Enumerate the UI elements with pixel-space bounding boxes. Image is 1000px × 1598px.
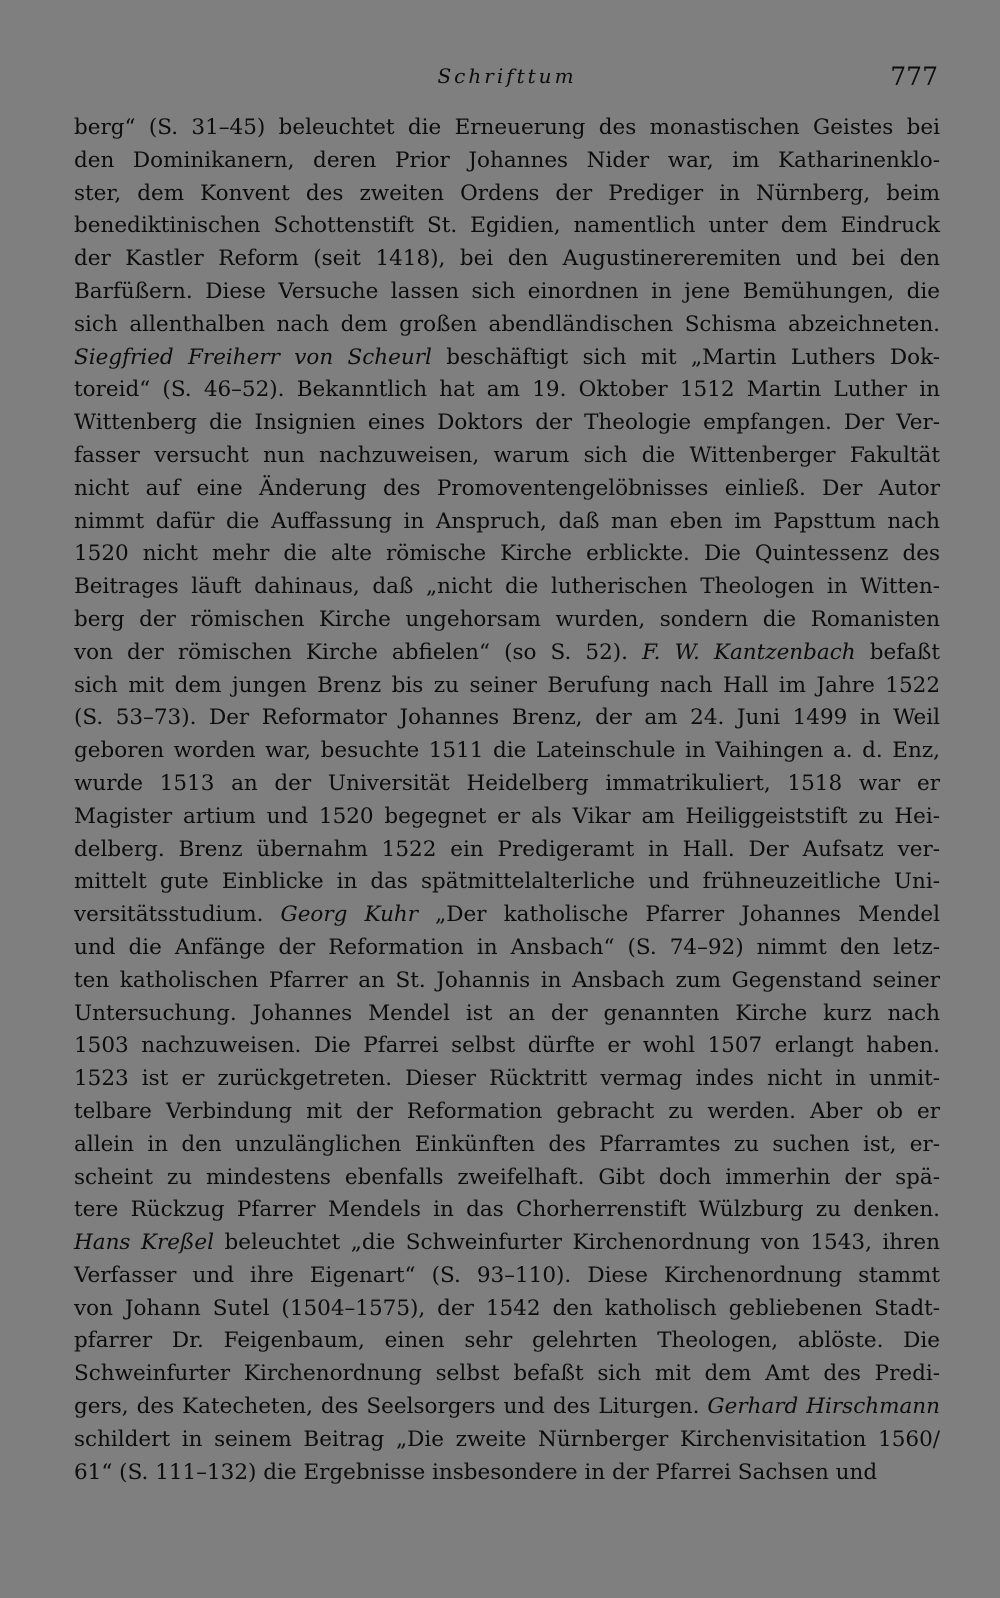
text-run: von der römischen Kirche abfielen“ (so S. 52).	[74, 639, 643, 665]
text-line: nicht auf eine Änderung des Promoventengelöbnisses einließ. Der Autor	[74, 475, 940, 501]
author-name: Georg Kuhr	[280, 902, 419, 928]
text-run: gers, des Katecheten, des Seelsorgers und des Liturgen.	[74, 1394, 708, 1420]
text-line: Schweinfurter Kirchenordnung selbst befaßt sich mit dem Amt des Predi-	[74, 1361, 940, 1387]
body-text	[74, 112, 940, 1489]
text-line: pfarrer Dr. Feigenbaum, einen sehr gelehrten Theologen, ablöste. Die	[74, 1328, 940, 1354]
text-line: und die Anfänge der Reformation in Ansbach“ (S. 74–92) nimmt den letz-	[74, 934, 940, 960]
page-number: 777	[890, 62, 938, 91]
text-line	[74, 342, 940, 375]
text-run: versitätsstudium.	[74, 902, 281, 928]
text-line: wurde 1513 an der Universität Heidelberg immatrikuliert, 1518 war er	[74, 770, 940, 796]
text-line: sich allenthalben nach dem großen abendländischen Schisma abzeichneten.	[74, 311, 940, 337]
author-name: Hans Kreßel	[74, 1230, 214, 1256]
text-line: mittelt gute Einblicke in das spätmittelalterliche und frühneuzeitliche Uni-	[74, 869, 940, 895]
text-line: Untersuchung. Johannes Mendel ist an der genannten Kirche kurz nach	[74, 1000, 940, 1026]
text-line: den Dominikanern, deren Prior Johannes Nider war, im Katharinenklo-	[74, 147, 940, 173]
text-line: 1520 nicht mehr die alte römische Kirche erblickte. Die Quintessenz des	[74, 541, 940, 567]
text-line: geboren worden war, besuchte 1511 die Lateinschule in Vaihingen a. d. Enz,	[74, 738, 940, 764]
text-line: Magister artium und 1520 begegnet er als Vikar am Heiliggeiststift zu Hei-	[74, 803, 940, 829]
author-name: F. W. Kantzenbach	[642, 639, 856, 665]
text-line: sich mit dem jungen Brenz bis zu seiner Berufung nach Hall im Jahre 1522	[74, 672, 940, 698]
author-name: Siegfried Freiherr von Scheurl	[74, 344, 432, 370]
text-line: berg“ (S. 31–45) beleuchtet die Erneuerung des monastischen Geistes bei	[74, 115, 940, 140]
text-line: scheint zu mindestens ebenfalls zweifelhaft. Gibt doch immerhin der spä-	[74, 1164, 940, 1190]
text-line: 1503 nachzuweisen. Die Pfarrei selbst dürfte er wohl 1507 erlangt haben.	[74, 1033, 940, 1059]
text-line	[74, 899, 940, 932]
text-line: toreid“ (S. 46–52). Bekanntlich hat am 19. Oktober 1512 Martin Luther in	[74, 377, 940, 403]
text-line: schildert in seinem Beitrag „Die zweite Nürnberger Kirchenvisitation 1560/	[74, 1426, 940, 1452]
text-line: nimmt dafür die Auffassung in Anspruch, daß man eben im Papsttum nach	[74, 508, 940, 534]
text-line: tere Rückzug Pfarrer Mendels in das Chorherrenstift Wülzburg zu denken.	[74, 1197, 940, 1223]
text-line: 1523 ist er zurückgetreten. Dieser Rücktritt vermag indes nicht in unmit-	[74, 1066, 940, 1092]
text-run: beschäftigt sich mit „Martin Luthers Dok-	[431, 344, 940, 370]
text-line: der Kastler Reform (seit 1418), bei den Augustinereremiten und bei den	[74, 246, 940, 272]
text-line: allein in den unzulänglichen Einkünften des Pfarramtes zu suchen ist, er-	[74, 1131, 940, 1157]
text-line: ster, dem Konvent des zweiten Ordens der Prediger in Nürnberg, beim	[74, 180, 940, 206]
running-head-title: Schrifttum	[437, 64, 577, 88]
text-line: von Johann Sutel (1504–1575), der 1542 den katholisch gebliebenen Stadt-	[74, 1295, 940, 1321]
text-line	[74, 637, 940, 670]
text-line: Beitrages läuft dahinaus, daß „nicht die lutherischen Theologen in Witten-	[74, 574, 940, 600]
text-run: beleuchtet „die Schweinfurter Kirchenordnung von 1543, ihren	[213, 1230, 940, 1256]
text-line: ten katholischen Pfarrer an St. Johannis in Ansbach zum Gegenstand seiner	[74, 967, 940, 993]
text-run: „Der katholische Pfarrer Johannes Mendel	[418, 902, 940, 928]
text-line: 61“ (S. 111–132) die Ergebnisse insbesondere in der Pfarrei Sachsen und	[74, 1459, 878, 1485]
text-line	[74, 1391, 940, 1424]
text-line: Verfasser und ihre Eigenart“ (S. 93–110). Diese Kirchenordnung stammt	[74, 1262, 940, 1288]
text-line: berg der römischen Kirche ungehorsam wurden, sondern die Romanisten	[74, 606, 940, 632]
text-run: befaßt	[855, 639, 940, 665]
text-line: fasser versucht nun nachzuweisen, warum sich die Wittenberger Fakultät	[74, 442, 940, 468]
text-line: (S. 53–73). Der Reformator Johannes Brenz, der am 24. Juni 1499 in Weil	[74, 705, 940, 731]
text-line: benediktinischen Schottenstift St. Egidien, namentlich unter dem Eindruck	[74, 213, 940, 239]
text-line: delberg. Brenz übernahm 1522 ein Predigeramt in Hall. Der Aufsatz ver-	[74, 836, 940, 862]
text-line: Wittenberg die Insignien eines Doktors der Theologie empfangen. Der Ver-	[74, 410, 940, 436]
text-line: telbare Verbindung mit der Reformation gebracht zu werden. Aber ob er	[74, 1098, 940, 1124]
text-line	[74, 1227, 940, 1260]
text-line: Barfüßern. Diese Versuche lassen sich einordnen in jene Bemühungen, die	[74, 278, 940, 304]
running-head	[76, 58, 938, 98]
author-name: Gerhard Hirschmann	[707, 1394, 940, 1420]
